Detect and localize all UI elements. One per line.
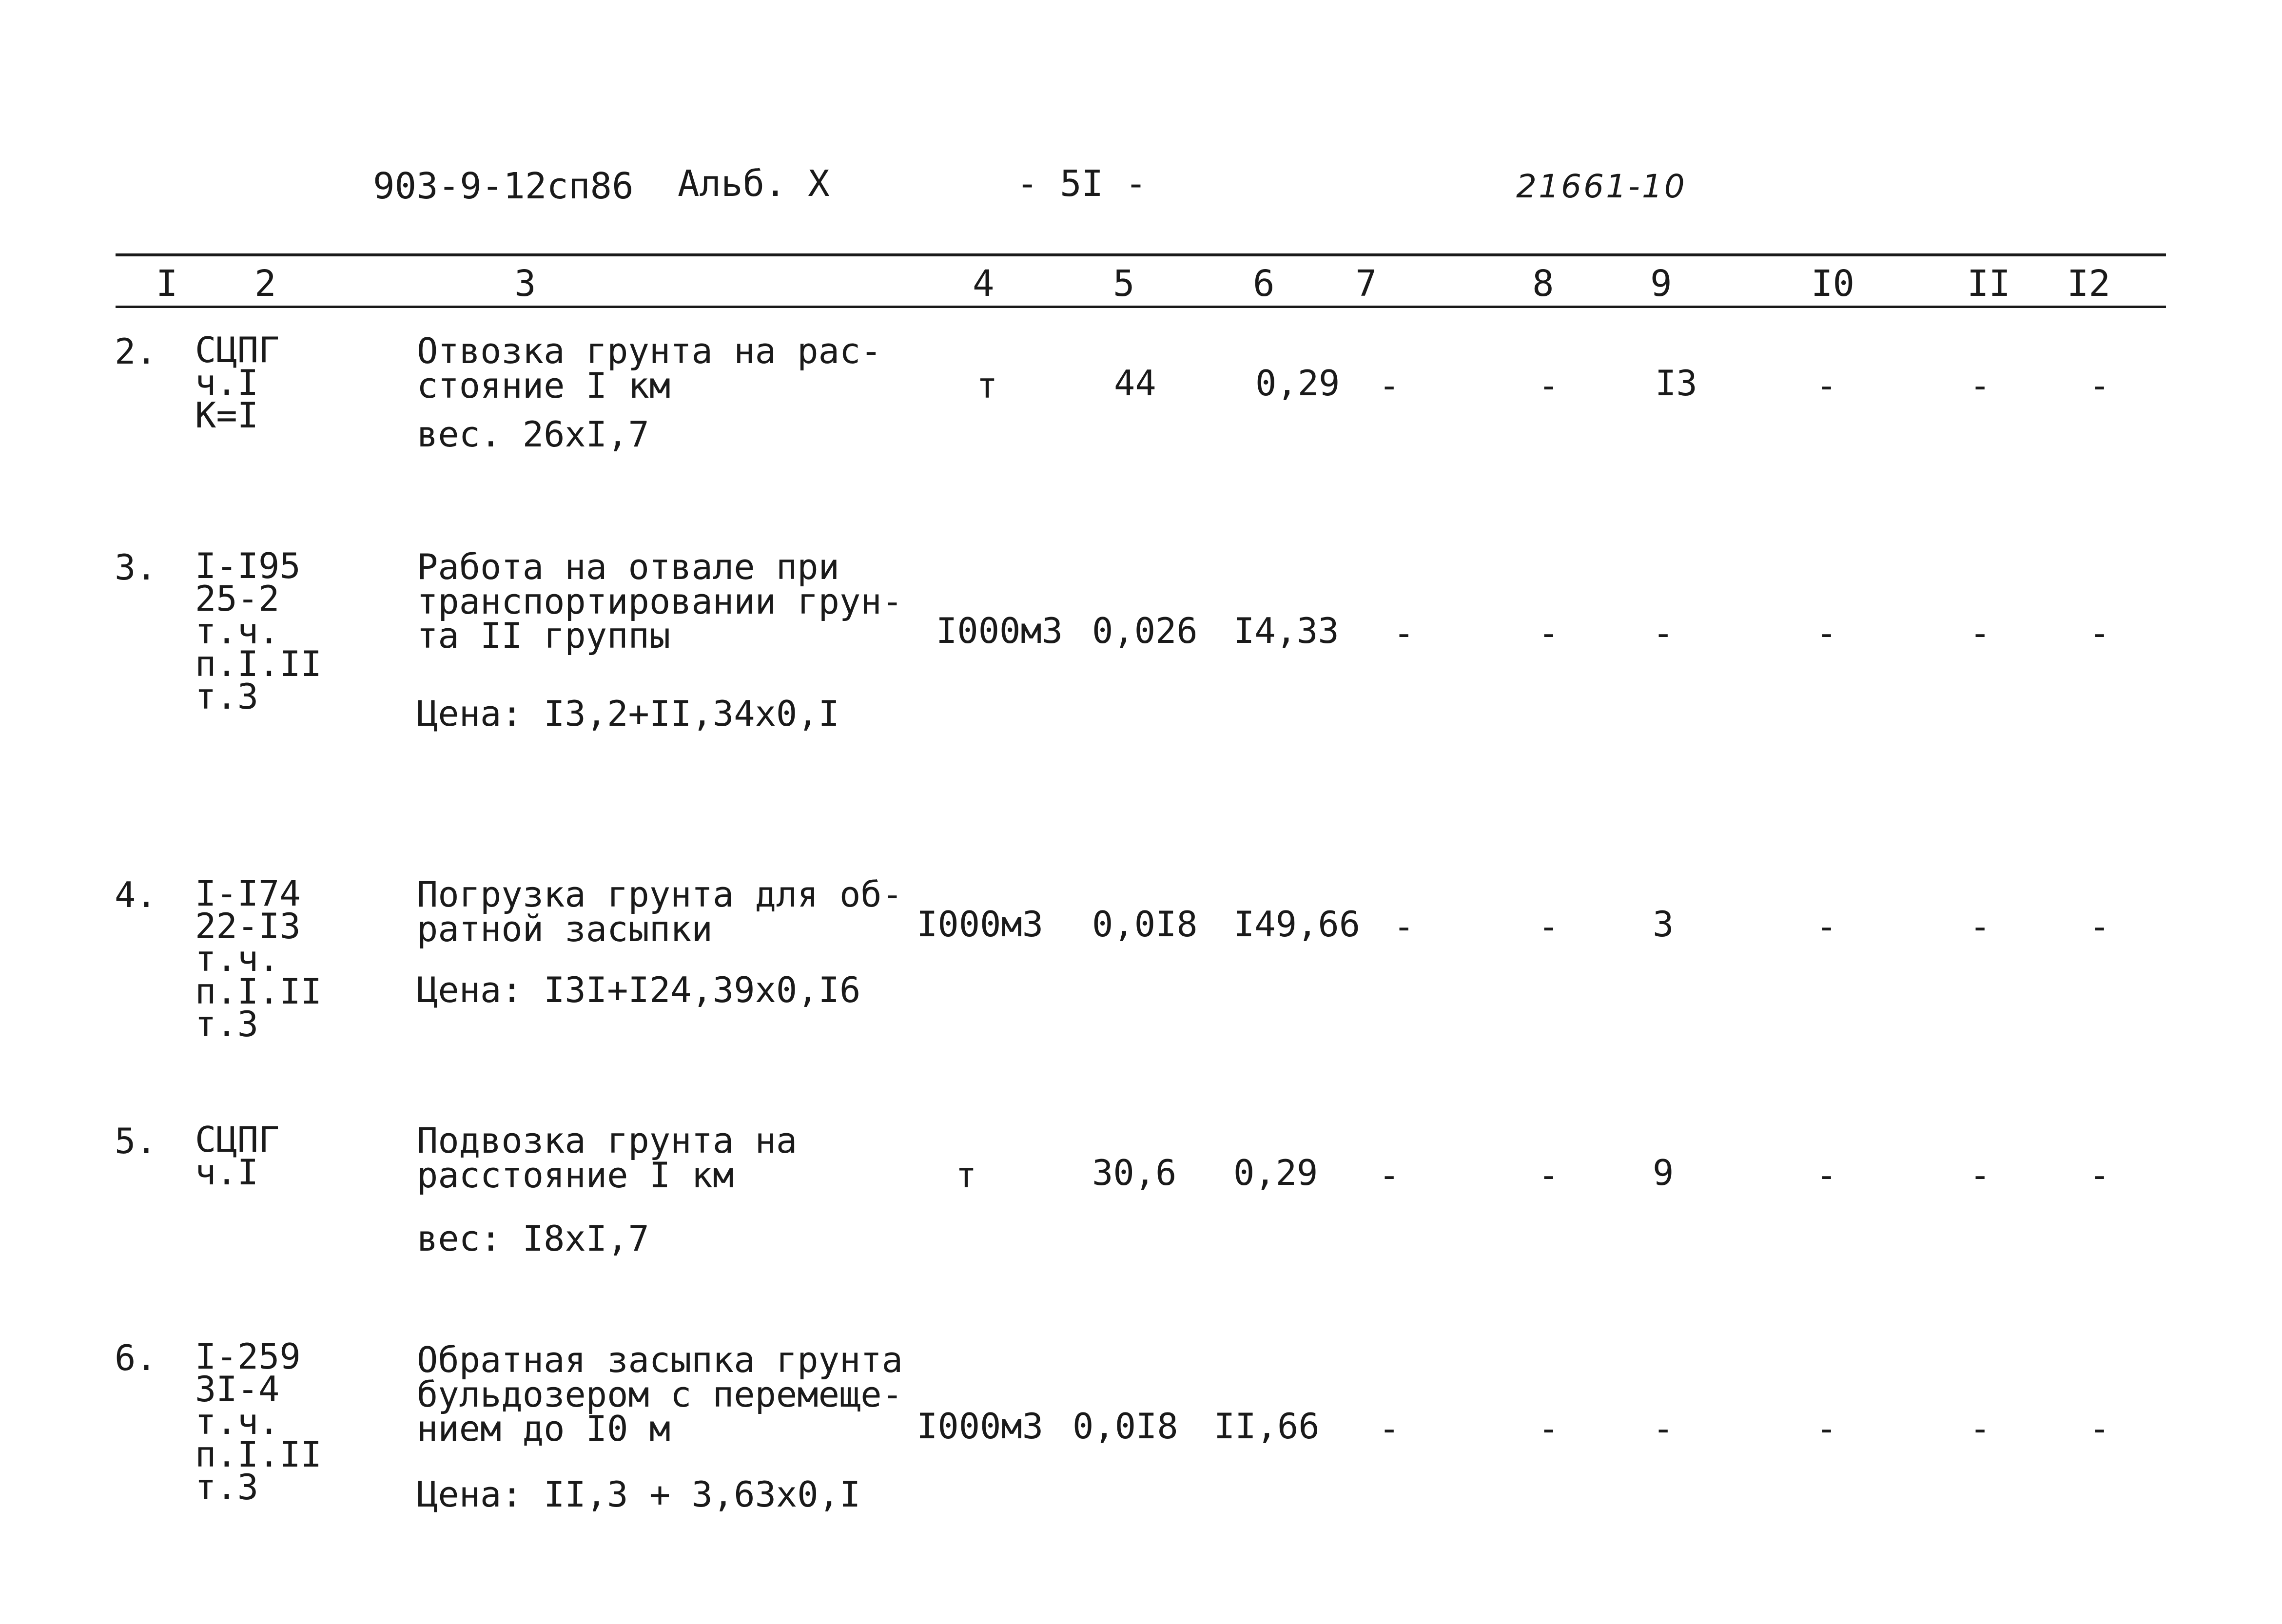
norm-code bbox=[195, 873, 322, 1044]
col10-cell: - bbox=[1816, 613, 1837, 654]
norm-code bbox=[195, 545, 322, 717]
col8-cell: - bbox=[1538, 1155, 1560, 1196]
price-cell: II,66 bbox=[1214, 1406, 1320, 1447]
row-number: 2. bbox=[115, 331, 157, 372]
norm-code-line: I-I74 bbox=[195, 873, 301, 914]
col8-cell: - bbox=[1538, 1408, 1560, 1449]
col7-cell: - bbox=[1379, 365, 1400, 406]
description-line: стояние I км bbox=[417, 365, 671, 406]
unit-cell: I000м3 bbox=[917, 904, 1044, 945]
norm-code bbox=[195, 1336, 322, 1508]
column-number: II bbox=[1967, 263, 2011, 305]
description-line: Подвозка грунта на bbox=[417, 1120, 798, 1161]
norm-code-line: т.3 bbox=[195, 676, 259, 717]
calculation-note: Цена: II,3 + 3,63х0,I bbox=[417, 1474, 861, 1515]
description-line: та II группы bbox=[417, 615, 671, 657]
column-number: 7 bbox=[1355, 263, 1377, 305]
col7-cell: - bbox=[1393, 906, 1415, 947]
description-line: транспортировании грун- bbox=[417, 580, 903, 622]
quantity-cell: 30,6 bbox=[1092, 1152, 1177, 1193]
col9-cell: 3 bbox=[1653, 904, 1674, 945]
col10-cell: - bbox=[1816, 1408, 1837, 1449]
column-number: I2 bbox=[2067, 263, 2111, 305]
norm-code bbox=[195, 329, 280, 436]
work-description bbox=[417, 1339, 903, 1450]
quantity-cell: 0,0I8 bbox=[1092, 904, 1198, 945]
description-line: расстояние I км bbox=[417, 1154, 734, 1196]
col9-cell: - bbox=[1653, 1408, 1674, 1449]
norm-code-line: т.3 bbox=[195, 1003, 259, 1044]
col8-cell: - bbox=[1538, 365, 1560, 406]
norm-code-line: 25-2 bbox=[195, 578, 280, 619]
column-number: 9 bbox=[1650, 263, 1672, 305]
column-number: 5 bbox=[1113, 263, 1135, 305]
description-line: Обратная засыпка грунта bbox=[417, 1339, 903, 1380]
archive-stamp-number: 21661-10 bbox=[1516, 168, 1687, 205]
norm-code-line: СЦПГ bbox=[195, 329, 280, 370]
col10-cell: - bbox=[1816, 906, 1837, 947]
description-line: Погрузка грунта для об- bbox=[417, 874, 903, 915]
column-number: I0 bbox=[1811, 263, 1855, 305]
album-label: Альб. X bbox=[678, 163, 830, 205]
norm-code-line: т.ч. bbox=[195, 938, 280, 979]
col9-cell: I3 bbox=[1655, 363, 1697, 404]
page-number: - 5I - bbox=[1016, 163, 1147, 205]
calculation-note: Цена: I3,2+II,34х0,I bbox=[417, 693, 839, 734]
col12-cell: - bbox=[2089, 365, 2110, 406]
norm-code-line: СЦПГ bbox=[195, 1119, 280, 1160]
col8-cell: - bbox=[1538, 613, 1560, 654]
norm-code-line: 3I-4 bbox=[195, 1368, 280, 1410]
norm-code-line: п.I.II bbox=[195, 1433, 322, 1475]
col7-cell: - bbox=[1379, 1408, 1400, 1449]
col12-cell: - bbox=[2089, 1408, 2110, 1449]
header-bottom-rule bbox=[116, 306, 2166, 308]
norm-code-line: т.ч. bbox=[195, 610, 280, 652]
norm-code-line: п.I.II bbox=[195, 970, 322, 1012]
col11-cell: - bbox=[1970, 1408, 1991, 1449]
quantity-cell: 44 bbox=[1114, 363, 1156, 404]
quantity-cell: 0,0I8 bbox=[1073, 1406, 1178, 1447]
col9-cell: 9 bbox=[1653, 1152, 1674, 1193]
quantity-cell: 0,026 bbox=[1092, 610, 1198, 651]
calculation-note: вес. 26хI,7 bbox=[417, 414, 649, 455]
norm-code-line: ч.I bbox=[195, 1151, 259, 1193]
row-number: 6. bbox=[115, 1337, 157, 1378]
col11-cell: - bbox=[1970, 1155, 1991, 1196]
norm-code-line: I-I95 bbox=[195, 545, 301, 586]
col11-cell: - bbox=[1970, 365, 1991, 406]
column-number: 3 bbox=[514, 263, 536, 305]
column-number: I bbox=[156, 263, 178, 305]
norm-code-line: т.3 bbox=[195, 1466, 259, 1508]
col9-cell: - bbox=[1653, 613, 1674, 654]
col12-cell: - bbox=[2089, 1155, 2110, 1196]
col11-cell: - bbox=[1970, 613, 1991, 654]
column-number: 6 bbox=[1253, 263, 1275, 305]
description-line: Отвозка грунта на рас- bbox=[417, 330, 882, 371]
price-cell: 0,29 bbox=[1255, 363, 1340, 404]
norm-code-line: К=I bbox=[195, 394, 259, 436]
description-line: Работа на отвале при bbox=[417, 546, 839, 587]
description-line: ратной засыпки bbox=[417, 908, 713, 949]
unit-cell: I000м3 bbox=[936, 610, 1063, 651]
calculation-note: Цена: I3I+I24,39х0,I6 bbox=[417, 969, 861, 1010]
col7-cell: - bbox=[1379, 1155, 1400, 1196]
col8-cell: - bbox=[1538, 906, 1560, 947]
price-cell: 0,29 bbox=[1233, 1152, 1318, 1193]
col7-cell: - bbox=[1393, 613, 1415, 654]
document-code: 903-9-12сп86 bbox=[373, 165, 634, 207]
top-rule bbox=[116, 253, 2166, 256]
row-number: 4. bbox=[115, 874, 157, 915]
column-number: 4 bbox=[973, 263, 995, 305]
row-number: 3. bbox=[115, 547, 157, 588]
column-number: 2 bbox=[254, 263, 276, 305]
norm-code-line: ч.I bbox=[195, 362, 259, 403]
unit-cell: т bbox=[976, 365, 998, 406]
unit-cell: т bbox=[956, 1155, 977, 1196]
col12-cell: - bbox=[2089, 906, 2110, 947]
column-number: 8 bbox=[1532, 263, 1554, 305]
norm-code-line: п.I.II bbox=[195, 643, 322, 684]
work-description bbox=[417, 1120, 798, 1196]
description-line: нием до I0 м bbox=[417, 1408, 671, 1450]
calculation-note: вес: I8хI,7 bbox=[417, 1218, 649, 1259]
price-cell: I4,33 bbox=[1233, 610, 1339, 651]
col12-cell: - bbox=[2089, 613, 2110, 654]
col10-cell: - bbox=[1816, 1155, 1837, 1196]
description-line: бульдозером с перемеще- bbox=[417, 1373, 903, 1415]
row-number: 5. bbox=[115, 1121, 157, 1161]
norm-code-line: 22-I3 bbox=[195, 905, 301, 947]
col10-cell: - bbox=[1816, 365, 1837, 406]
norm-code-line: т.ч. bbox=[195, 1401, 280, 1442]
unit-cell: I000м3 bbox=[917, 1406, 1044, 1447]
col11-cell: - bbox=[1970, 906, 1991, 947]
norm-code-line: I-259 bbox=[195, 1336, 301, 1377]
work-description bbox=[417, 546, 903, 657]
work-description bbox=[417, 330, 882, 406]
norm-code bbox=[195, 1119, 280, 1193]
work-description bbox=[417, 874, 903, 949]
price-cell: I49,66 bbox=[1233, 904, 1361, 945]
